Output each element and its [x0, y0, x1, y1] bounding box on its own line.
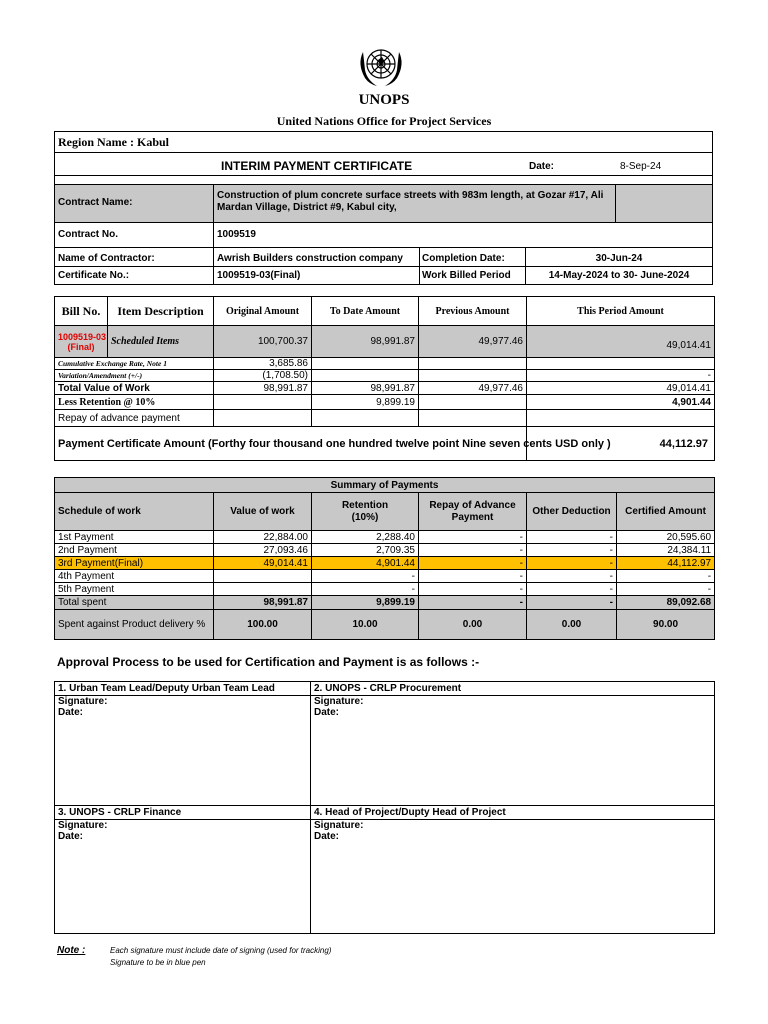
- payment-row-3-highlighted: [55, 557, 715, 570]
- total-repay: -: [419, 596, 527, 610]
- total-original: 98,991.87: [214, 382, 312, 395]
- schedule-cell: 1st Payment: [55, 531, 214, 544]
- payment-amount-row: [55, 427, 715, 461]
- approval-box-2-title: 2. UNOPS - CRLP Procurement: [311, 683, 714, 696]
- other-cell: -: [527, 531, 617, 544]
- signature-label: Signature:: [58, 820, 108, 831]
- date-label: Date:: [529, 161, 555, 172]
- date-label: Date:: [314, 707, 340, 718]
- approval-box-3: [55, 806, 311, 934]
- contract-name-label: Contract Name:: [58, 197, 133, 208]
- total-previous: 49,977.46: [419, 382, 527, 395]
- percent-repay: 0.00: [419, 610, 527, 640]
- value-cell: 49,014.41: [214, 557, 312, 570]
- header-bill-no: Bill No.: [55, 297, 108, 326]
- scheduled-to-date: 98,991.87: [312, 326, 419, 358]
- payment-amount-label: Payment Certificate Amount (Forthy four thousand one hundred twelve point Nine seven cents USD only ): [55, 427, 527, 461]
- schedule-cell: 3rd Payment(Final): [55, 557, 214, 570]
- region-name: Region Name : Kabul: [58, 135, 169, 149]
- approval-box-4-title: 4. Head of Project/Dupty Head of Project: [311, 807, 714, 820]
- schedule-cell: 4th Payment: [55, 570, 214, 583]
- payment-row-1: [55, 531, 715, 544]
- note-label: Note :: [57, 945, 86, 956]
- approval-signatures-table: [54, 681, 715, 934]
- certificate-amounts-table: [54, 296, 715, 461]
- bill-no-cell: [55, 326, 108, 358]
- repay-cell: -: [419, 544, 527, 557]
- table-row: [55, 410, 715, 427]
- exchange-rate-original: 3,685.86: [214, 358, 312, 370]
- date-label: Date:: [58, 707, 84, 718]
- total-to-date: 98,991.87: [312, 382, 419, 395]
- variation-label: Variation/Amendment (+/-): [55, 370, 214, 382]
- repay-cell: -: [419, 570, 527, 583]
- org-abbreviation: UNOPS: [358, 92, 410, 108]
- work-period-label: Work Billed Period: [422, 270, 511, 281]
- date-value: 8-Sep-24: [620, 161, 662, 172]
- approval-box-3-title: 3. UNOPS - CRLP Finance: [55, 807, 310, 820]
- work-period-value: 14-May-2024 to 30- June-2024: [548, 270, 690, 281]
- contractor-label: Name of Contractor:: [58, 253, 155, 264]
- total-spent-row: [55, 596, 715, 610]
- summary-title: Summary of Payments: [55, 478, 715, 493]
- variation-original: (1,708.50): [214, 370, 312, 382]
- header-to-date-amount: To Date Amount: [312, 297, 419, 326]
- scheduled-original: 100,700.37: [214, 326, 312, 358]
- schedule-cell: 5th Payment: [55, 583, 214, 596]
- schedule-cell: 2nd Payment: [55, 544, 214, 557]
- percent-value: 100.00: [214, 610, 312, 640]
- org-full-name: United Nations Office for Project Services: [276, 114, 492, 128]
- header-previous-amount: Previous Amount: [419, 297, 527, 326]
- date-label: Date:: [58, 831, 84, 842]
- certificate-no-label: Certificate No.:: [58, 270, 130, 281]
- certificate-title: INTERIM PAYMENT CERTIFICATE: [221, 159, 413, 173]
- other-cell: -: [527, 570, 617, 583]
- note-line-1: Each signature must include date of signing (used for tracking): [110, 946, 332, 955]
- total-value: 98,991.87: [214, 596, 312, 610]
- bill-no-line1: 1009519-03: [58, 331, 107, 342]
- date-label: Date:: [314, 831, 340, 842]
- table-row: [55, 370, 715, 382]
- total-this-period: 49,014.41: [527, 382, 715, 395]
- total-other: -: [527, 596, 617, 610]
- header-this-period-amount: This Period Amount: [527, 297, 715, 326]
- approval-row-2: [55, 806, 715, 934]
- approval-row-1: [55, 682, 715, 806]
- approval-title: Approval Process to be used for Certification and Payment is as follows :-: [57, 655, 480, 669]
- value-cell: [214, 583, 312, 596]
- completion-date-label: Completion Date:: [422, 253, 505, 264]
- approval-box-1-title: 1. Urban Team Lead/Deputy Urban Team Lead: [55, 683, 310, 696]
- summary-of-payments-table: [54, 477, 715, 640]
- retention-to-date: 9,899.19: [312, 395, 419, 410]
- signature-label: Signature:: [314, 696, 364, 707]
- repay-cell: -: [419, 557, 527, 570]
- retention-cell: 4,901.44: [312, 557, 419, 570]
- header-repay-advance: Repay of Advance Payment: [419, 493, 527, 531]
- summary-header-row: [55, 493, 715, 531]
- retention-cell: 2,709.35: [312, 544, 419, 557]
- retention-cell: -: [312, 583, 419, 596]
- repay-cell: -: [419, 583, 527, 596]
- summary-title-row: [55, 478, 715, 493]
- exchange-rate-label: Cumulative Exchange Rate, Note 1: [55, 358, 214, 370]
- header-original-amount: Original Amount: [214, 297, 312, 326]
- percent-row: [55, 610, 715, 640]
- contract-name-value: Construction of plum concrete surface streets with 983m length, at Gozar #17, Ali Mardan Village, District #9, Kabul city,: [217, 190, 604, 213]
- certified-cell: 44,112.97: [617, 557, 715, 570]
- value-cell: 22,884.00: [214, 531, 312, 544]
- retention-cell: -: [312, 570, 419, 583]
- header-other-deduction: Other Deduction: [527, 493, 617, 531]
- completion-date-value: 30-Jun-24: [595, 253, 643, 264]
- table-row: [55, 326, 715, 358]
- table-row: [55, 382, 715, 395]
- payment-row-2: [55, 544, 715, 557]
- table-row: [55, 358, 715, 370]
- percent-retention: 10.00: [312, 610, 419, 640]
- repay-cell: -: [419, 531, 527, 544]
- header-item-description: Item Description: [108, 297, 214, 326]
- header-schedule-of-work: Schedule of work: [55, 493, 214, 531]
- contract-no-label: Contract No.: [58, 229, 118, 240]
- total-spent-label: Total spent: [55, 596, 214, 610]
- payment-row-4: [55, 570, 715, 583]
- total-certified: 89,092.68: [617, 596, 715, 610]
- total-value-label: Total Value of Work: [55, 382, 214, 395]
- total-retention: 9,899.19: [312, 596, 419, 610]
- other-cell: -: [527, 557, 617, 570]
- table-header-row: [55, 297, 715, 326]
- bill-no-line2: (Final): [67, 341, 95, 352]
- contractor-value: Awrish Builders construction company: [217, 253, 403, 264]
- retention-this-period: 4,901.44: [527, 395, 715, 410]
- percent-other: 0.00: [527, 610, 617, 640]
- certified-cell: -: [617, 570, 715, 583]
- approval-box-1: [55, 682, 311, 806]
- payment-amount-value: 44,112.97: [527, 427, 715, 461]
- percent-label: Spent against Product delivery %: [55, 610, 214, 640]
- header-certified-amount: Certified Amount: [617, 493, 715, 531]
- certified-cell: 20,595.60: [617, 531, 715, 544]
- un-emblem-icon: [349, 42, 413, 90]
- certificate-no-value: 1009519-03(Final): [217, 270, 301, 281]
- header-retention: Retention (10%): [312, 493, 419, 531]
- retention-cell: 2,288.40: [312, 531, 419, 544]
- note-line-2: Signature to be in blue pen: [110, 958, 206, 967]
- value-cell: 27,093.46: [214, 544, 312, 557]
- header-value-of-work: Value of work: [214, 493, 312, 531]
- signature-label: Signature:: [314, 820, 364, 831]
- certified-cell: -: [617, 583, 715, 596]
- table-row: [55, 395, 715, 410]
- retention-label: Less Retention @ 10%: [55, 395, 214, 410]
- approval-box-4: [311, 806, 715, 934]
- scheduled-previous: 49,977.46: [419, 326, 527, 358]
- value-cell: [214, 570, 312, 583]
- certified-cell: 24,384.11: [617, 544, 715, 557]
- repay-advance-label: Repay of advance payment: [55, 410, 214, 427]
- percent-certified: 90.00: [617, 610, 715, 640]
- contract-info-box: [54, 131, 713, 285]
- approval-box-2: [311, 682, 715, 806]
- signature-label: Signature:: [58, 696, 108, 707]
- payment-row-5: [55, 583, 715, 596]
- scheduled-this-period: 49,014.41: [527, 326, 715, 358]
- contract-no-value: 1009519: [217, 229, 256, 240]
- other-cell: -: [527, 544, 617, 557]
- scheduled-items-label: Scheduled Items: [108, 326, 214, 358]
- other-cell: -: [527, 583, 617, 596]
- variation-this-period: -: [527, 370, 715, 382]
